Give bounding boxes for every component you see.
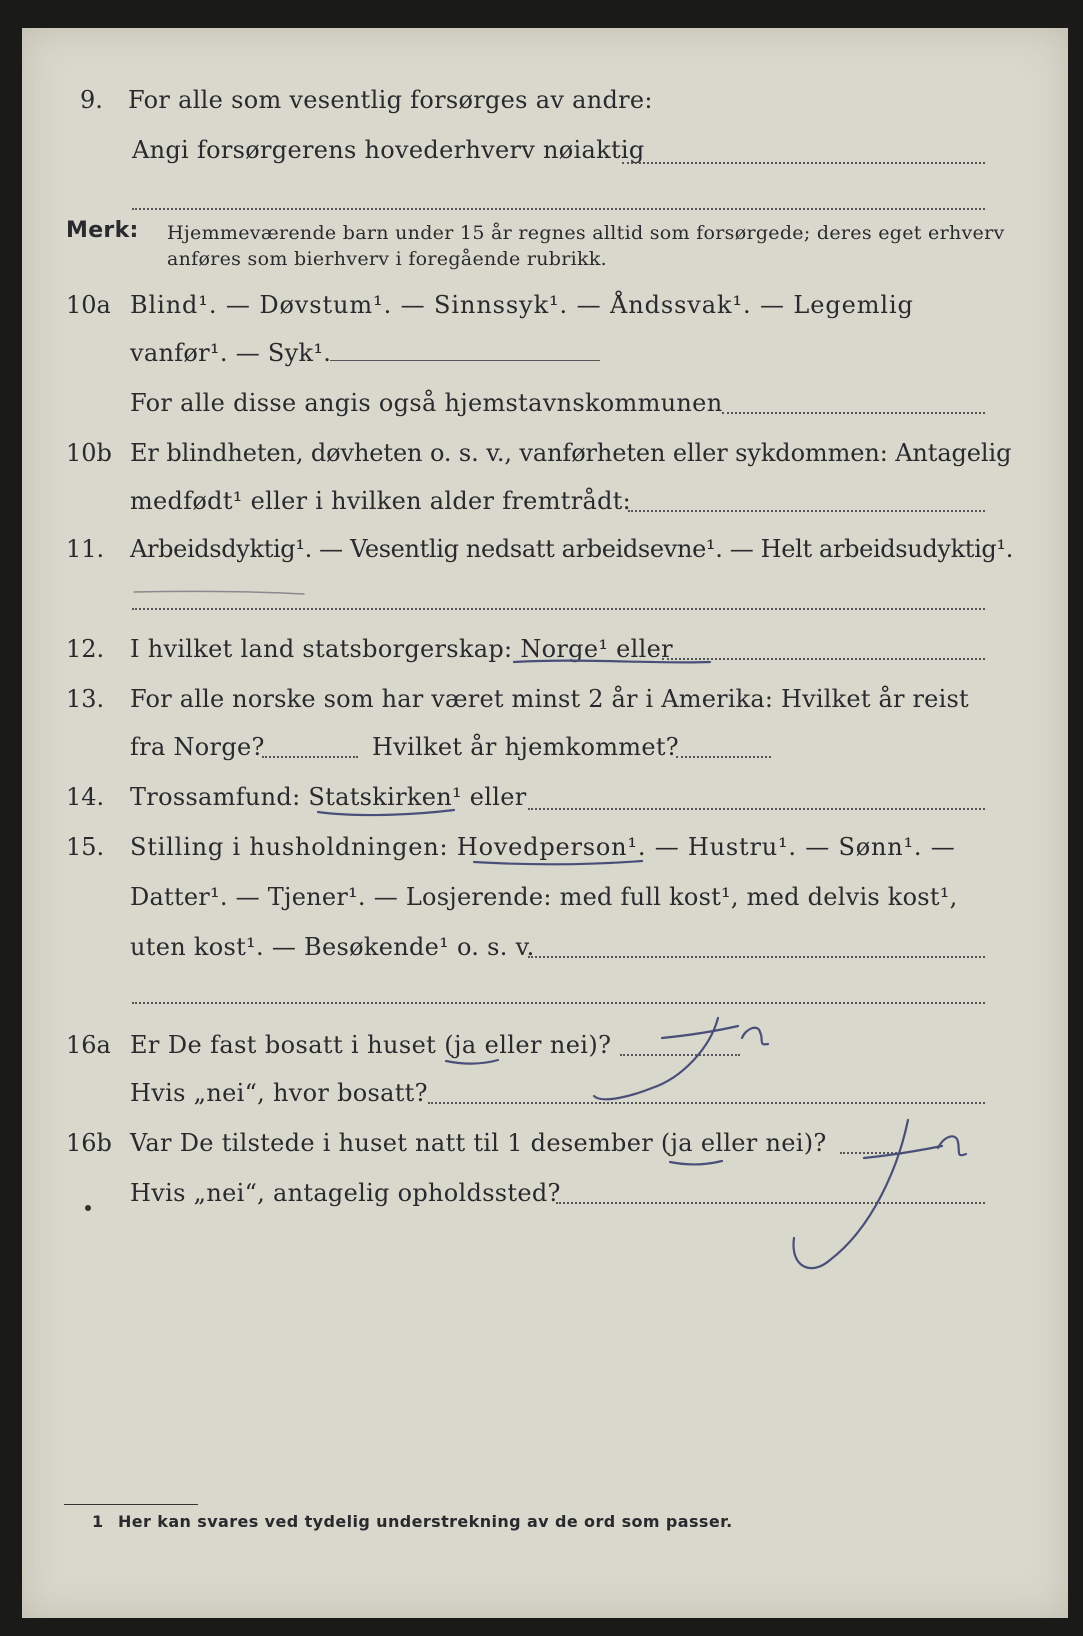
q15-line2: Datter¹. — Tjener¹. — Losjerende: med full kost¹, med delvis kost¹, xyxy=(130,883,958,911)
q13-line2b: Hvilket år hjemkommet? xyxy=(372,733,679,761)
q12-line1: I hvilket land statsborgerskap: Norge¹ eller xyxy=(130,635,673,663)
q10b-line1: Er blindheten, døvheten o. s. v., vanførheten eller sykdommen: Antagelig xyxy=(130,439,1012,467)
q16a-answer-line[interactable] xyxy=(620,1054,740,1056)
ink-dot xyxy=(85,1205,91,1211)
q11-answer-line[interactable] xyxy=(132,608,985,610)
q9-line2: Angi forsørgerens hovederhverv nøiaktig xyxy=(132,136,645,164)
q15-line1: Stilling i husholdningen: Hovedperson¹. — Hustru¹. — Sønn¹. — xyxy=(130,833,956,861)
question-number-9: 9. xyxy=(80,86,103,114)
question-number-11: 11. xyxy=(66,535,105,563)
footnote-mark: 1 xyxy=(92,1512,104,1531)
q10a-hjemstavn-line[interactable] xyxy=(722,412,985,414)
question-number-15: 15. xyxy=(66,833,105,861)
q16b-opholdssted-line[interactable] xyxy=(556,1202,985,1204)
merk-label: Merk: xyxy=(66,218,139,243)
census-form-page xyxy=(22,28,1068,1618)
question-number-13: 13. xyxy=(66,685,105,713)
handwriting-ja-16a-stroke xyxy=(594,1018,718,1099)
question-number-14: 14. xyxy=(66,783,105,811)
q15-answer-line[interactable] xyxy=(528,956,985,958)
q10a-line1: Blind¹. — Døvstum¹. — Sinnssyk¹. — Åndssvak¹. — Legemlig xyxy=(130,291,914,319)
footnote-text: Her kan svares ved tydelig understrekning av de ord som passer. xyxy=(118,1512,733,1531)
q15-answer-line-2[interactable] xyxy=(132,1002,985,1004)
underline-ja-16a xyxy=(446,1060,498,1064)
q10a-answer-line[interactable] xyxy=(330,360,600,361)
q9-line1: For alle som vesentlig forsørges av andre: xyxy=(128,86,653,114)
merk-line1: Hjemmeværende barn under 15 år regnes alltid som forsørgede; deres eget erhverv xyxy=(167,222,1005,244)
question-number-10a: 10a xyxy=(66,291,111,319)
q13-line1: For alle norske som har været minst 2 år i Amerika: Hvilket år reist xyxy=(130,685,969,713)
q16b-answer-line[interactable] xyxy=(840,1152,900,1154)
q11-line1: Arbeidsdyktig¹. — Vesentlig nedsatt arbeidsevne¹. — Helt arbeidsudyktig¹. xyxy=(130,535,1013,563)
q16b-line2: Hvis „nei“, antagelig opholdssted? xyxy=(130,1179,561,1207)
q10b-answer-line[interactable] xyxy=(628,510,985,512)
q10b-line2: medfødt¹ eller i hvilken alder fremtrådt: xyxy=(130,487,632,515)
q10a-line3: For alle disse angis også hjemstavnskommunen xyxy=(130,389,723,417)
q14-line1: Trossamfund: Statskirken¹ eller xyxy=(130,783,527,811)
q16a-line2: Hvis „nei“, hvor bosatt? xyxy=(130,1079,428,1107)
question-number-12: 12. xyxy=(66,635,105,663)
q13-hjemkommet-line[interactable] xyxy=(676,756,771,758)
underline-ja-16b xyxy=(670,1161,722,1165)
question-number-16b: 16b xyxy=(66,1129,112,1157)
question-number-16a: 16a xyxy=(66,1031,111,1059)
q12-answer-line[interactable] xyxy=(662,658,985,660)
question-number-10b: 10b xyxy=(66,439,112,467)
q16a-bosatt-line[interactable] xyxy=(428,1102,985,1104)
q9-answer-line[interactable] xyxy=(622,162,985,164)
q14-answer-line[interactable] xyxy=(528,808,985,810)
q16b-line1: Var De tilstede i huset natt til 1 desember (ja eller nei)? xyxy=(130,1129,827,1157)
q16a-line1: Er De fast bosatt i huset (ja eller nei)? xyxy=(130,1031,612,1059)
q15-line3: uten kost¹. — Besøkende¹ o. s. v. xyxy=(130,933,535,961)
q10a-line2: vanfør¹. — Syk¹. xyxy=(130,339,332,367)
q9-answer-line-2[interactable] xyxy=(132,208,985,210)
q13-line2a: fra Norge? xyxy=(130,733,265,761)
footnote-rule xyxy=(64,1504,198,1505)
q13-reist-line[interactable] xyxy=(262,756,358,758)
merk-line2: anføres som bierhverv i foregående rubrikk. xyxy=(167,248,607,270)
